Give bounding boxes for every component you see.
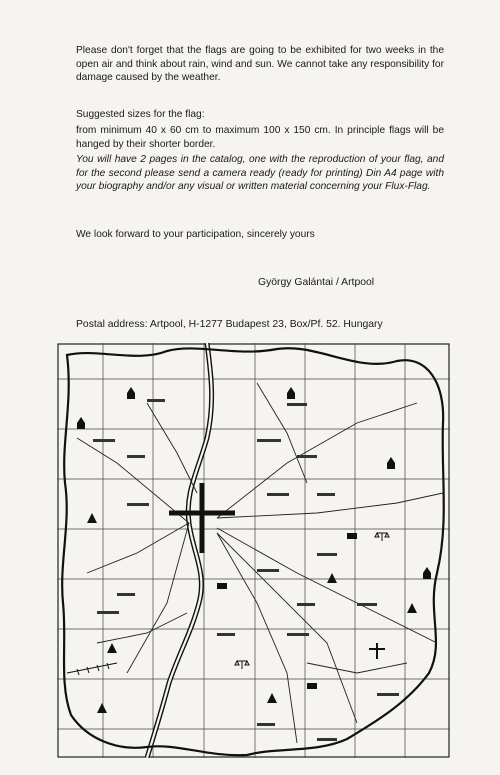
catalog-text: You will have 2 pages in the catalog, one with the reproduction of your flag, and for the second please send a camera ready (ready for printing) Din A4 page with your biography and/or any visual or written material concerning your Flux-Flag.: [76, 154, 444, 193]
weather-paragraph: [76, 44, 444, 85]
closing-paragraph: [76, 228, 444, 242]
catalog-paragraph: [76, 153, 444, 194]
postal-address: Postal address: Artpool, H-1277 Budapest 23, Box/Pf. 52. Hungary: [76, 319, 383, 330]
sizes-text: from minimum 40 x 60 cm to maximum 100 x 150 cm. In principle flags will be hanged by their shorter border.: [76, 125, 444, 150]
closing-text: We look forward to your participation, sincerely yours: [76, 229, 315, 240]
signature: György Galántai / Artpool: [258, 277, 375, 288]
weather-text: Please don't forget that the flags are going to be exhibited for two weeks in the open air and think about rain, wind and sun. We cannot take any responsibility for damage caused by the weather.: [76, 45, 444, 84]
cross-icons: [369, 643, 385, 659]
factory-icons: [217, 533, 357, 689]
scales-icons: [235, 533, 389, 669]
map-labels: [93, 399, 399, 741]
railway-marks: [67, 663, 117, 675]
map-drawing: [57, 343, 450, 758]
sizes-paragraph: [76, 124, 444, 151]
sizes-heading: [76, 108, 444, 122]
budapest-map: [57, 343, 450, 758]
sizes-heading-text: Suggested sizes for the flag:: [76, 109, 205, 120]
tree-icons: [87, 513, 417, 713]
roads: [77, 383, 443, 743]
